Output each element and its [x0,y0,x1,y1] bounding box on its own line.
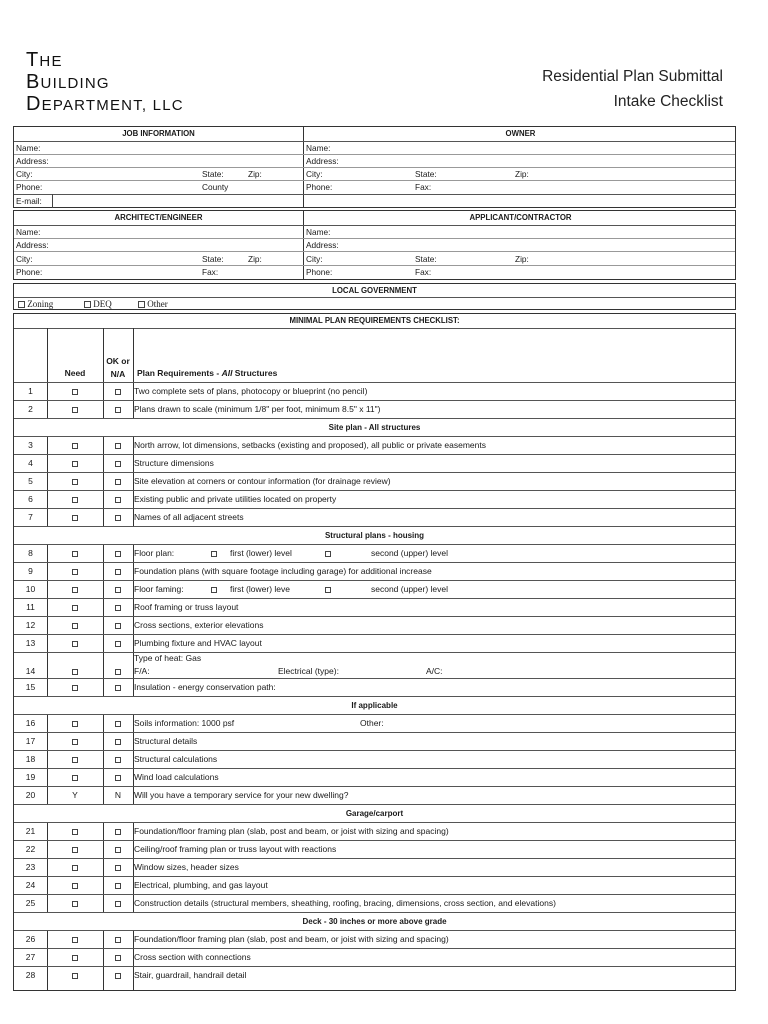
ok-na-checkbox[interactable] [103,382,133,400]
ok-na-checkbox[interactable] [103,714,133,732]
ok-na-checkbox[interactable] [103,948,133,966]
checklist-row [14,634,735,652]
need-checkbox[interactable] [47,678,103,696]
checklist-row [14,382,735,400]
checklist-row [14,966,735,984]
ok-na-checkbox[interactable] [103,664,133,678]
local-government-section [13,283,736,310]
requirement-text: Construction details (structural members, sheathing, roofing, bracing, dimensions, cross section, and elevations) [134,898,556,908]
checklist-row [14,544,735,562]
need-checkbox[interactable] [47,508,103,526]
app-address-label: Address: [306,240,339,250]
need-checkbox[interactable] [47,714,103,732]
arch-fax-label: Fax: [202,267,219,277]
job-address-label: Address: [16,156,49,166]
first-level-checkbox[interactable] [211,580,217,598]
first-level-checkbox[interactable] [211,544,217,562]
need-checkbox[interactable] [47,664,103,678]
if-applicable-section-header: If applicable [14,697,735,714]
need-checkbox[interactable] [47,544,103,562]
item-number: 16 [25,718,36,728]
need-checkbox[interactable] [47,858,103,876]
checklist-row [14,580,735,598]
checklist-row [14,454,735,472]
checklist-row [14,436,735,454]
app-city-label: City: [306,254,323,264]
ok-na-checkbox[interactable] [103,598,133,616]
requirement-text: Two complete sets of plans, photocopy or blueprint (no pencil) [134,386,368,396]
need-checkbox[interactable] [47,598,103,616]
deq-checkbox[interactable] [84,301,91,308]
structural-plans-section-header: Structural plans - housing [14,527,735,544]
checklist-row [14,894,735,912]
requirement-text: Structural calculations [134,754,218,764]
ok-na-checkbox[interactable] [103,930,133,948]
checklist-row [14,948,735,966]
job-owner-section [13,126,736,208]
ok-na-checkbox[interactable] [103,840,133,858]
item-number: 13 [25,638,36,648]
job-county-label: County [202,182,229,192]
ok-na-column-header: OK or N/A [106,356,130,379]
checklist-row [14,490,735,508]
checklist-row [14,840,735,858]
ok-na-checkbox[interactable] [103,876,133,894]
need-checkbox[interactable] [47,616,103,634]
requirement-text: Cross section with connections [134,952,251,962]
requirement-text: Foundation plans (with square footage including garage) for additional increase [134,566,432,576]
second-level-checkbox[interactable] [325,580,331,598]
ok-na-checkbox[interactable] [103,966,133,984]
need-checkbox[interactable] [47,472,103,490]
job-phone-label: Phone: [16,182,43,192]
item-number: 7 [28,512,33,522]
item-number: 3 [28,440,33,450]
ok-na-checkbox[interactable] [103,750,133,768]
need-checkbox[interactable] [47,876,103,894]
item-number: 6 [28,494,33,504]
need-checkbox[interactable] [47,436,103,454]
need-answer: Y [72,790,78,800]
ok-answer: N [114,790,122,800]
requirement-text: Plans drawn to scale (minimum 1/8" per foot, minimum 8.5" x 11") [134,404,381,414]
need-checkbox[interactable] [47,634,103,652]
architect-engineer-header: ARCHITECT/ENGINEER [114,213,203,222]
arch-address-label: Address: [16,240,49,250]
zoning-checkbox[interactable] [18,301,25,308]
item-number: 9 [28,566,33,576]
app-zip-label: Zip: [515,254,529,264]
item-number: 25 [25,898,36,908]
need-checkbox[interactable] [47,930,103,948]
need-checkbox[interactable] [47,966,103,984]
need-checkbox[interactable] [47,822,103,840]
owner-header: OWNER [505,129,536,138]
local-government-header: LOCAL GOVERNMENT [332,286,417,295]
ok-na-checkbox[interactable] [103,472,133,490]
app-name-label: Name: [306,227,331,237]
requirement-text: Site elevation at corners or contour information (for drainage review) [134,476,391,486]
need-checkbox[interactable] [47,400,103,418]
plan-requirements-column-header: Plan Requirements - All Structures [137,368,278,378]
arch-zip-label: Zip: [248,254,262,264]
applicant-contractor-header: APPLICANT/CONTRACTOR [469,213,572,222]
need-checkbox[interactable] [47,580,103,598]
first-level-label: first (lower) leve [230,584,290,594]
other-option[interactable]: Other [136,297,168,311]
arch-phone-label: Phone: [16,267,43,277]
requirement-text: Ceiling/roof framing plan or truss layout with reactions [134,844,337,854]
item-number: 12 [25,620,36,630]
requirement-text: Electrical, plumbing, and gas layout [134,880,268,890]
checklist-row [14,768,735,786]
owner-name-label: Name: [306,143,331,153]
owner-state-label: State: [415,169,437,179]
item-number: 21 [25,826,36,836]
ok-na-checkbox[interactable] [103,634,133,652]
arch-state-label: State: [202,254,224,264]
ok-na-checkbox[interactable] [103,400,133,418]
item-number: 19 [25,772,36,782]
plan-requirements-checklist [13,313,736,991]
owner-phone-label: Phone: [306,182,333,192]
other-checkbox[interactable] [138,301,145,308]
item-number: 14 [25,666,36,676]
zoning-option[interactable]: Zoning [16,297,53,311]
ok-na-checkbox[interactable] [103,858,133,876]
job-information-header: JOB INFORMATION [122,129,195,138]
item-number: 26 [25,934,36,944]
ok-na-checkbox[interactable] [103,616,133,634]
item-number: 1 [28,386,33,396]
checklist-row [14,876,735,894]
need-checkbox[interactable] [47,454,103,472]
ok-na-checkbox[interactable] [103,768,133,786]
requirement-text: North arrow, lot dimensions, setbacks (existing and proposed), all public or private easements [134,440,486,450]
requirement-text: Names of all adjacent streets [134,512,244,522]
requirement-text: Floor plan: [134,548,175,558]
checklist-row [14,598,735,616]
checklist-row [14,786,735,804]
checklist-row [14,652,735,678]
company-logo: THE BUILDING DEPARTMENT, LLC [26,49,184,115]
ok-na-checkbox[interactable] [103,508,133,526]
requirement-text: Will you have a temporary service for your new dwelling? [134,790,349,800]
ok-na-checkbox[interactable] [103,436,133,454]
requirement-text: Insulation - energy conservation path: [134,682,276,692]
need-checkbox[interactable] [47,732,103,750]
arch-name-label: Name: [16,227,41,237]
need-checkbox[interactable] [47,750,103,768]
ok-na-checkbox[interactable] [103,562,133,580]
requirement-text: Stair, guardrail, handrail detail [134,970,247,980]
requirement-text: Roof framing or truss layout [134,602,239,612]
garage-carport-section-header: Garage/carport [14,805,735,822]
app-state-label: State: [415,254,437,264]
item-number: 10 [25,584,36,594]
requirement-text: Foundation/floor framing plan (slab, post and beam, or joist with sizing and spacing) [134,934,449,944]
checklist-row [14,732,735,750]
checklist-row [14,822,735,840]
ok-na-checkbox[interactable] [103,732,133,750]
checklist-row [14,562,735,580]
ok-na-checkbox[interactable] [103,454,133,472]
need-checkbox[interactable] [47,490,103,508]
requirement-text: Structure dimensions [134,458,214,468]
checklist-row [14,858,735,876]
ok-na-checkbox[interactable] [103,580,133,598]
checklist-row [14,616,735,634]
electrical-type-label: Electrical (type): [278,666,339,676]
item-number: 18 [25,754,36,764]
requirement-text: Soils information: 1000 psf [134,718,235,728]
owner-fax-label: Fax: [415,182,432,192]
requirement-text: Existing public and private utilities located on property [134,494,337,504]
ok-na-checkbox[interactable] [103,490,133,508]
architect-applicant-section [13,210,736,280]
furnace-fa-label: F/A: [134,666,150,676]
arch-city-label: City: [16,254,33,264]
need-checkbox[interactable] [47,894,103,912]
app-phone-label: Phone: [306,267,333,277]
checklist-row [14,400,735,418]
item-number: 4 [28,458,33,468]
item-number: 24 [25,880,36,890]
ac-label: A/C: [426,666,443,676]
second-level-label: second (upper) level [371,548,449,558]
site-plan-section-header: Site plan - All structures [14,419,735,436]
item-number: 5 [28,476,33,486]
requirement-text: Type of heat: Gas [134,653,202,663]
other-label: Other: [360,718,384,728]
requirement-text: Foundation/floor framing plan (slab, post and beam, or joist with sizing and spacing) [134,826,449,836]
item-number: 17 [25,736,36,746]
need-column-header: Need [64,368,86,378]
ok-na-checkbox[interactable] [103,894,133,912]
owner-zip-label: Zip: [515,169,529,179]
second-level-checkbox[interactable] [325,544,331,562]
requirement-text: Plumbing fixture and HVAC layout [134,638,262,648]
item-number: 15 [25,682,36,692]
item-number: 23 [25,862,36,872]
ok-na-checkbox[interactable] [103,822,133,840]
deck-section-header: Deck - 30 inches or more above grade [14,913,735,930]
job-zip-label: Zip: [248,169,262,179]
checklist-row [14,472,735,490]
need-checkbox[interactable] [47,768,103,786]
checklist-row [14,750,735,768]
item-number: 8 [28,548,33,558]
first-level-label: first (lower) level [230,548,292,558]
deq-option[interactable]: DEQ [82,297,112,311]
requirement-text: Window sizes, header sizes [134,862,239,872]
checklist-row [14,714,735,732]
checklist-row [14,508,735,526]
job-email-label: E-mail: [16,196,42,206]
owner-address-label: Address: [306,156,339,166]
item-number: 22 [25,844,36,854]
requirement-text: Floor faming: [134,584,184,594]
need-checkbox[interactable] [47,840,103,858]
item-number: 2 [28,404,33,414]
job-state-label: State: [202,169,224,179]
checklist-header: MINIMAL PLAN REQUIREMENTS CHECKLIST: [289,316,460,325]
need-checkbox[interactable] [47,562,103,580]
requirement-text: Wind load calculations [134,772,219,782]
ok-na-checkbox[interactable] [103,544,133,562]
item-number: 27 [25,952,36,962]
second-level-label: second (upper) level [371,584,449,594]
need-checkbox[interactable] [47,948,103,966]
checklist-row [14,678,735,696]
need-checkbox[interactable] [47,382,103,400]
item-number: 11 [26,602,35,612]
checklist-row [14,930,735,948]
requirement-text: Cross sections, exterior elevations [134,620,264,630]
requirement-text: Structural details [134,736,198,746]
ok-na-checkbox[interactable] [103,678,133,696]
owner-city-label: City: [306,169,323,179]
item-number: 28 [25,970,36,980]
app-fax-label: Fax: [415,267,432,277]
form-title: Residential Plan Submittal Intake Checklist [542,68,723,110]
job-city-label: City: [16,169,33,179]
item-number: 20 [25,790,36,800]
job-name-label: Name: [16,143,41,153]
